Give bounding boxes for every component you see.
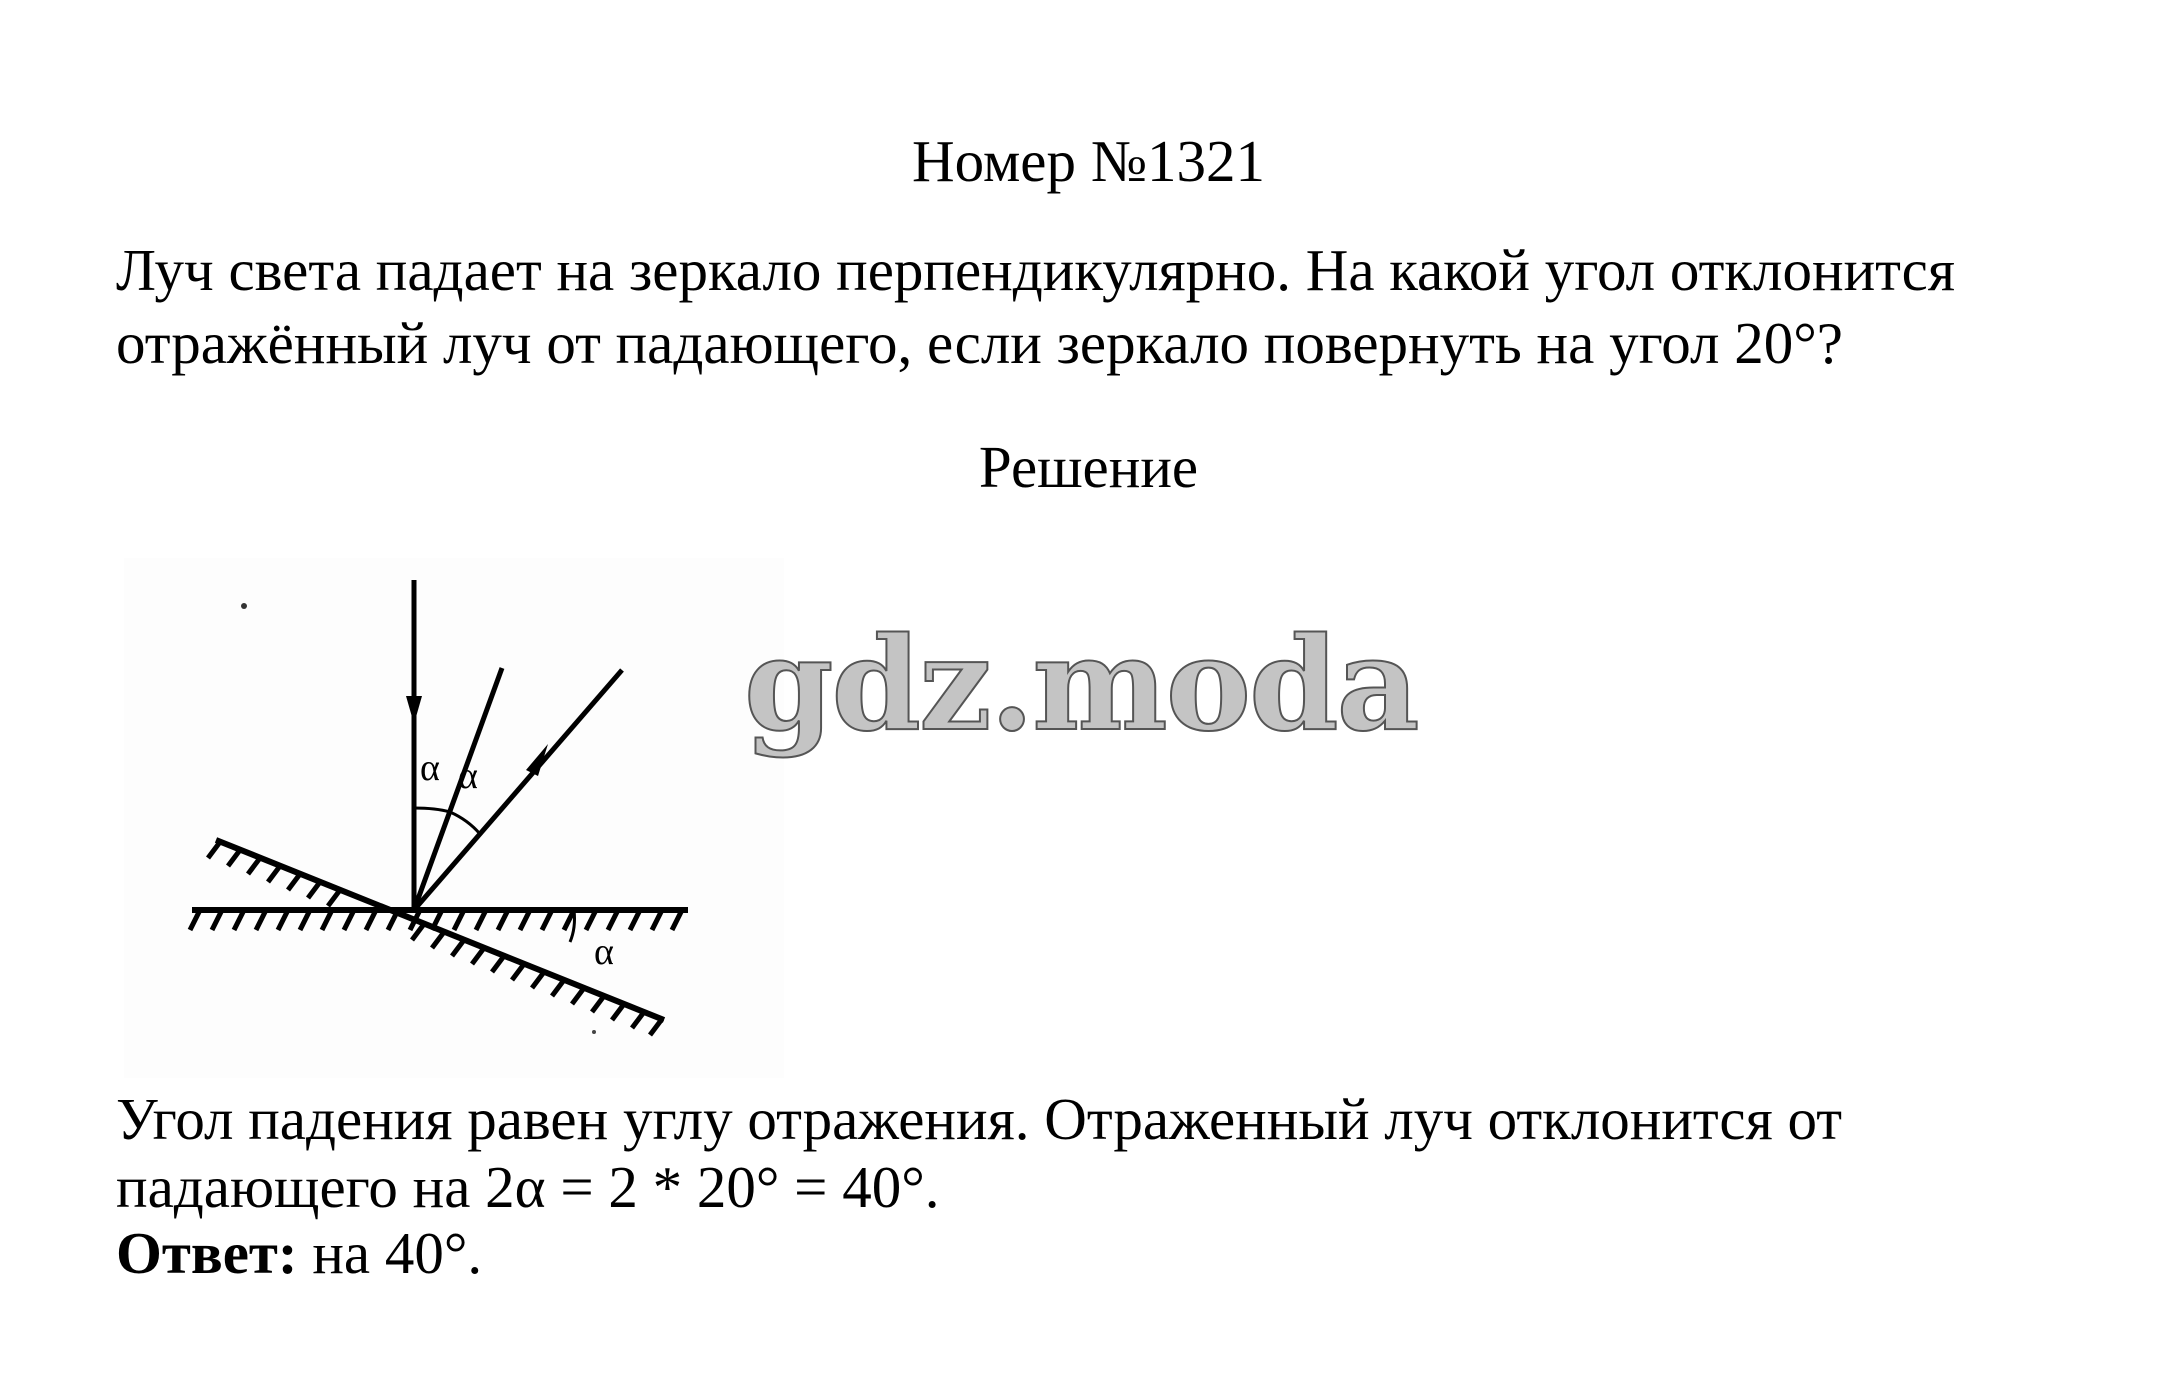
scan-dot: [592, 1030, 596, 1034]
solution-heading: Решение: [978, 434, 1199, 500]
answer-value: на 40°.: [297, 1220, 483, 1286]
alpha-label-reflection: α: [458, 755, 478, 797]
scan-dot: [241, 603, 247, 609]
reflected-ray: [414, 670, 622, 910]
problem-line-2: отражённый луч от падающего, если зеркало повернуть на угол 20°?: [116, 310, 1843, 376]
alpha-label-incidence: α: [420, 747, 440, 789]
answer-line: [116, 1219, 482, 1287]
solution-explanation: [116, 1085, 2116, 1221]
watermark: gdz.moda: [744, 610, 1418, 760]
problem-line-1: Луч света падает на зеркало перпендикулярно. На какой угол отклонится: [116, 237, 1955, 303]
angle-arc-reflection: [450, 812, 480, 834]
explanation-line-2: падающего на 2α = 2 * 20° = 40°.: [116, 1154, 940, 1220]
explanation-line-1: Угол падения равен углу отражения. Отраженный луч отклонится от: [116, 1086, 1843, 1152]
alpha-label-mirror: α: [594, 931, 614, 973]
page-title: Номер №1321: [911, 128, 1266, 194]
mirror-reflection-diagram: [124, 558, 784, 1078]
problem-statement: [116, 234, 2116, 380]
answer-label: Ответ:: [116, 1220, 298, 1286]
incident-ray: [406, 580, 422, 910]
angle-arc-incidence: [414, 808, 450, 812]
